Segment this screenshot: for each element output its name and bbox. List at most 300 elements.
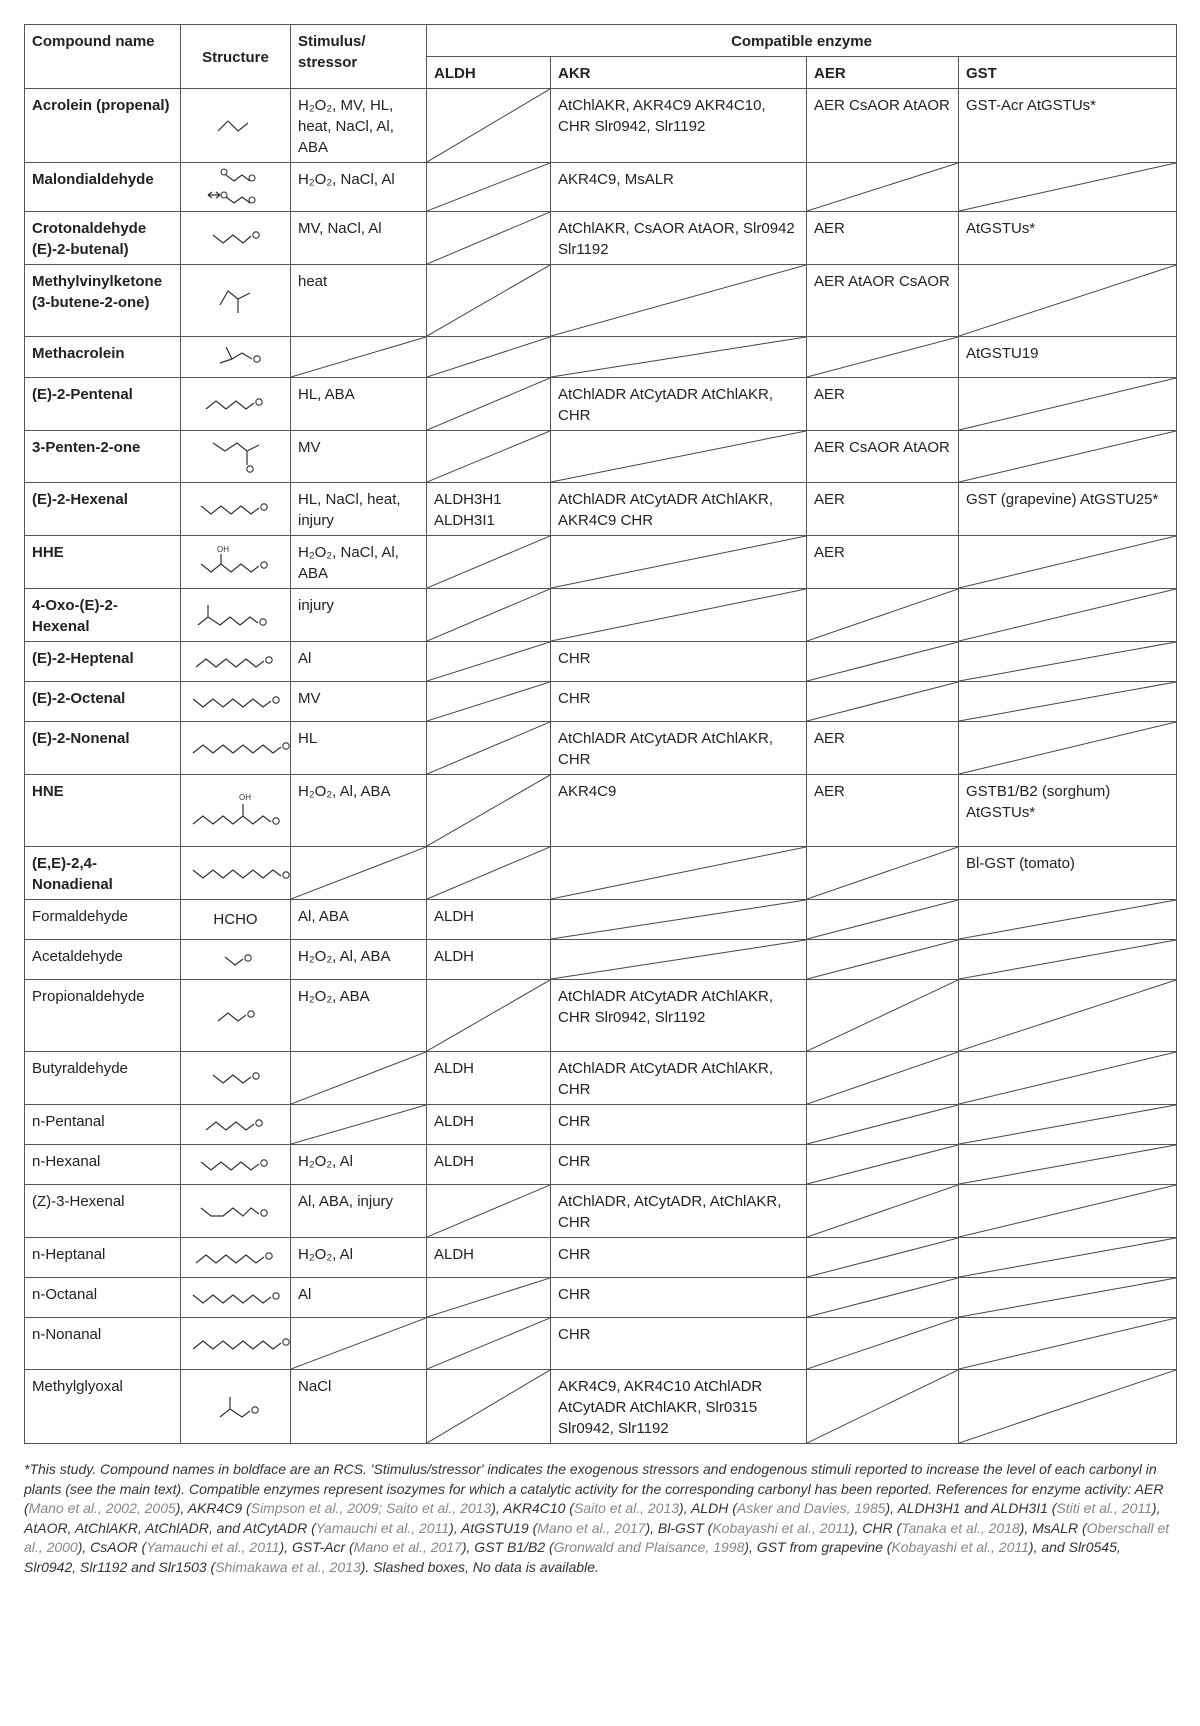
reference-citation: Simpson et al., 2009; Saito et al., 2013 xyxy=(250,1500,492,1516)
table-row xyxy=(25,536,1177,589)
no-data-slash xyxy=(959,722,1176,774)
structure-cell xyxy=(181,378,291,431)
gst-cell xyxy=(959,431,1177,483)
aldh-cell xyxy=(427,847,551,900)
table-row xyxy=(25,337,1177,378)
gst-cell xyxy=(959,1318,1177,1370)
no-data-slash xyxy=(291,1318,426,1369)
compound-name-cell: 3-Penten-2-one xyxy=(25,431,181,483)
carbonyl-enzyme-table xyxy=(24,24,1177,1444)
table-row xyxy=(25,1105,1177,1145)
akr-cell: CHR xyxy=(551,1318,807,1370)
table-row xyxy=(25,775,1177,847)
structure-diagram xyxy=(191,1196,281,1226)
structure-cell xyxy=(181,1238,291,1278)
stimulus-cell xyxy=(291,1318,427,1370)
table-row xyxy=(25,682,1177,722)
compound-name-cell: n-Hexanal xyxy=(25,1145,181,1185)
akr-cell: AKR4C9, AKR4C10 AtChlADR AtCytADR AtChlAKR, Slr0315 Slr0942, Slr1192 xyxy=(551,1370,807,1444)
structure-cell xyxy=(181,1185,291,1238)
stimulus-cell xyxy=(291,1105,427,1145)
col-header-aldh: ALDH xyxy=(427,57,551,89)
footnote-text: ), AtGSTU19 ( xyxy=(449,1519,538,1536)
reference-citation: Mano et al., 2017 xyxy=(353,1539,462,1555)
compound-name-cell: Acrolein (propenal) xyxy=(25,89,181,163)
stimulus-cell: H₂O₂, NaCl, Al, ABA xyxy=(291,536,427,589)
table-row xyxy=(25,1185,1177,1238)
reference-citation: Saito et al., 2013 xyxy=(573,1500,680,1516)
gst-cell: GSTB1/B2 (sorghum) AtGSTUs* xyxy=(959,775,1177,847)
no-data-slash xyxy=(427,536,550,588)
reference-citation: Kobayashi et al., 2011 xyxy=(712,1519,850,1536)
table-row xyxy=(25,89,1177,163)
no-data-slash xyxy=(427,163,550,211)
no-data-slash xyxy=(551,940,806,979)
compound-name-cell: (Z)-3-Hexenal xyxy=(25,1185,181,1238)
no-data-slash xyxy=(807,847,958,899)
aldh-cell xyxy=(427,775,551,847)
structure-diagram xyxy=(206,1387,266,1427)
aldh-cell xyxy=(427,163,551,212)
table-row xyxy=(25,940,1177,980)
akr-cell: AtChlADR AtCytADR AtChlAKR, CHR xyxy=(551,1052,807,1105)
no-data-slash xyxy=(291,337,426,377)
akr-cell xyxy=(551,900,807,940)
aldh-cell: ALDH xyxy=(427,1238,551,1278)
footnote-text: ). Slashed boxes, No data is available. xyxy=(360,1558,599,1575)
structure-cell xyxy=(181,642,291,682)
akr-cell: CHR xyxy=(551,1278,807,1318)
aldh-cell: ALDH xyxy=(427,1052,551,1105)
aer-cell xyxy=(807,589,959,642)
stimulus-cell: HL, NaCl, heat, injury xyxy=(291,483,427,536)
aer-cell: AER AtAOR CsAOR xyxy=(807,265,959,337)
compound-name-cell: HHE xyxy=(25,536,181,589)
aer-cell: AER xyxy=(807,722,959,775)
structure-cell xyxy=(181,980,291,1052)
no-data-slash xyxy=(959,1105,1176,1144)
compound-name-cell: n-Nonanal xyxy=(25,1318,181,1370)
no-data-slash xyxy=(427,1185,550,1237)
akr-cell xyxy=(551,265,807,337)
aer-cell xyxy=(807,1052,959,1105)
table-row xyxy=(25,265,1177,337)
gst-cell xyxy=(959,1145,1177,1185)
akr-cell: AtChlAKR, AKR4C9 AKR4C10, CHR Slr0942, Slr1192 xyxy=(551,89,807,163)
stimulus-cell: H₂O₂, MV, HL, heat, NaCl, Al, ABA xyxy=(291,89,427,163)
table-row xyxy=(25,1238,1177,1278)
aldh-cell xyxy=(427,1370,551,1444)
no-data-slash xyxy=(427,1370,550,1443)
no-data-slash xyxy=(427,722,550,774)
gst-cell xyxy=(959,1105,1177,1145)
structure-cell xyxy=(181,1278,291,1318)
gst-cell xyxy=(959,589,1177,642)
structure-diagram xyxy=(206,281,266,321)
gst-cell xyxy=(959,722,1177,775)
akr-cell: CHR xyxy=(551,1105,807,1145)
structure-diagram xyxy=(196,389,276,419)
footnote-text: *This study. Compound names in boldface are an RCS. 'Stimulus/stressor' indicates the exogenous stressors and endogenous stimuli reported to increase the level of each carbonyl in plants (see the main text). Compatible enzymes represent isozymes for which a catalytic activity for the corresponding carbonyl has been reported. References for enzyme activity: AER ( xyxy=(24,1461,1164,1516)
document xyxy=(24,24,1176,1577)
structure-cell xyxy=(181,682,291,722)
akr-cell: CHR xyxy=(551,1145,807,1185)
compound-name-cell: Methacrolein xyxy=(25,337,181,378)
aer-cell xyxy=(807,1145,959,1185)
no-data-slash xyxy=(427,642,550,681)
structure-diagram xyxy=(196,1110,276,1140)
stimulus-cell: H₂O₂, NaCl, Al xyxy=(291,163,427,212)
reference-citation: Mano et al., 2002, 2005 xyxy=(28,1500,176,1516)
aer-cell xyxy=(807,980,959,1052)
aldh-cell: ALDH3H1 ALDH3I1 xyxy=(427,483,551,536)
aldh-cell xyxy=(427,589,551,642)
akr-cell: AtChlAKR, CsAOR AtAOR, Slr0942 Slr1192 xyxy=(551,212,807,265)
compound-name-cell: n-Heptanal xyxy=(25,1238,181,1278)
aer-cell xyxy=(807,1238,959,1278)
aer-cell: AER xyxy=(807,212,959,265)
gst-cell: GST (grapevine) AtGSTU25* xyxy=(959,483,1177,536)
aer-cell xyxy=(807,337,959,378)
structure-cell xyxy=(181,337,291,378)
structure-diagram xyxy=(206,111,266,141)
aldh-cell xyxy=(427,378,551,431)
no-data-slash xyxy=(807,1052,958,1104)
no-data-slash xyxy=(959,163,1176,211)
akr-cell: AKR4C9, MsALR xyxy=(551,163,807,212)
akr-cell: AtChlADR AtCytADR AtChlAKR, CHR xyxy=(551,722,807,775)
no-data-slash xyxy=(427,89,550,162)
no-data-slash xyxy=(427,1318,550,1369)
structure-cell xyxy=(181,483,291,536)
no-data-slash xyxy=(959,378,1176,430)
table-row xyxy=(25,980,1177,1052)
structure-diagram xyxy=(183,687,291,717)
no-data-slash xyxy=(959,1370,1176,1443)
no-data-slash xyxy=(807,682,958,721)
structure-diagram xyxy=(183,1329,291,1359)
no-data-slash xyxy=(959,536,1176,588)
structure-cell xyxy=(181,163,291,212)
stimulus-cell: Al, ABA xyxy=(291,900,427,940)
no-data-slash xyxy=(551,536,806,588)
aldh-cell xyxy=(427,642,551,682)
structure-cell xyxy=(181,89,291,163)
aer-cell xyxy=(807,1370,959,1444)
stimulus-cell: MV, NaCl, Al xyxy=(291,212,427,265)
aldh-cell xyxy=(427,682,551,722)
structure-diagram xyxy=(206,1001,266,1031)
compound-name-cell: (E)-2-Nonenal xyxy=(25,722,181,775)
aer-cell xyxy=(807,642,959,682)
compound-name-cell: Propionaldehyde xyxy=(25,980,181,1052)
col-header-stimulus: Stimulus/ stressor xyxy=(291,25,427,89)
stimulus-cell: Al, ABA, injury xyxy=(291,1185,427,1238)
gst-cell: AtGSTU19 xyxy=(959,337,1177,378)
aer-cell xyxy=(807,847,959,900)
stimulus-cell: heat xyxy=(291,265,427,337)
structure-cell: HCHO xyxy=(181,900,291,940)
aldh-cell xyxy=(427,536,551,589)
compound-name-cell: Methylvinylketone (3-butene-2-one) xyxy=(25,265,181,337)
structure-diagram xyxy=(183,1283,291,1313)
table-body xyxy=(25,89,1177,1444)
compound-name-cell: (E)-2-Heptenal xyxy=(25,642,181,682)
table-row xyxy=(25,642,1177,682)
no-data-slash xyxy=(551,337,806,377)
compound-name-cell: n-Octanal xyxy=(25,1278,181,1318)
gst-cell xyxy=(959,1278,1177,1318)
structure-diagram xyxy=(191,542,281,582)
no-data-slash xyxy=(427,589,550,641)
gst-cell xyxy=(959,265,1177,337)
aldh-cell xyxy=(427,431,551,483)
gst-cell xyxy=(959,642,1177,682)
no-data-slash xyxy=(427,378,550,430)
akr-cell: CHR xyxy=(551,682,807,722)
no-data-slash xyxy=(551,431,806,482)
reference-citation: Oberschall et al., 2000 xyxy=(24,1519,1170,1555)
stimulus-cell: HL xyxy=(291,722,427,775)
structure-cell xyxy=(181,775,291,847)
compound-name-cell: Formaldehyde xyxy=(25,900,181,940)
stimulus-cell: MV xyxy=(291,682,427,722)
akr-cell: AtChlADR AtCytADR AtChlAKR, CHR Slr0942, Slr1192 xyxy=(551,980,807,1052)
no-data-slash xyxy=(807,1318,958,1369)
gst-cell xyxy=(959,900,1177,940)
reference-citation: Tanaka et al., 2018 xyxy=(901,1519,1020,1536)
akr-cell: CHR xyxy=(551,642,807,682)
no-data-slash xyxy=(427,775,550,846)
reference-citation: Asker and Davies, 1985 xyxy=(736,1500,886,1516)
aer-cell: AER xyxy=(807,775,959,847)
no-data-slash xyxy=(959,1278,1176,1317)
structure-cell xyxy=(181,847,291,900)
table-row xyxy=(25,722,1177,775)
stimulus-cell: injury xyxy=(291,589,427,642)
col-header-gst: GST xyxy=(959,57,1177,89)
no-data-slash xyxy=(959,940,1176,979)
aer-cell xyxy=(807,900,959,940)
table-row xyxy=(25,163,1177,212)
gst-cell xyxy=(959,682,1177,722)
table-row xyxy=(25,212,1177,265)
table-row xyxy=(25,1052,1177,1105)
structure-diagram xyxy=(201,1063,271,1093)
aldh-cell: ALDH xyxy=(427,900,551,940)
structure-diagram xyxy=(186,647,286,677)
footnote-text: ), GST-Acr ( xyxy=(279,1539,354,1555)
stimulus-cell: NaCl xyxy=(291,1370,427,1444)
akr-cell: AtChlADR AtCytADR AtChlAKR, AKR4C9 CHR xyxy=(551,483,807,536)
table-row xyxy=(25,1318,1177,1370)
aldh-cell xyxy=(427,1185,551,1238)
no-data-slash xyxy=(807,1185,958,1237)
gst-cell xyxy=(959,536,1177,589)
col-header-compatible-enzyme: Compatible enzyme xyxy=(427,25,1177,57)
akr-cell xyxy=(551,337,807,378)
aer-cell xyxy=(807,1185,959,1238)
akr-cell xyxy=(551,847,807,900)
no-data-slash xyxy=(807,163,958,211)
compound-name-cell: n-Pentanal xyxy=(25,1105,181,1145)
aer-cell xyxy=(807,1105,959,1145)
no-data-slash xyxy=(959,682,1176,721)
stimulus-cell: HL, ABA xyxy=(291,378,427,431)
compound-name-cell: Acetaldehyde xyxy=(25,940,181,980)
footnote-text: ), GST B1/B2 ( xyxy=(461,1539,554,1555)
structure-diagram xyxy=(191,494,281,524)
aldh-cell xyxy=(427,212,551,265)
gst-cell xyxy=(959,1370,1177,1444)
table-row xyxy=(25,431,1177,483)
footnote-text: ), Bl-GST ( xyxy=(645,1519,713,1536)
no-data-slash xyxy=(959,1318,1176,1369)
no-data-slash xyxy=(959,589,1176,641)
gst-cell: AtGSTUs* xyxy=(959,212,1177,265)
table-row xyxy=(25,1370,1177,1444)
structure-cell xyxy=(181,1318,291,1370)
no-data-slash xyxy=(551,900,806,939)
no-data-slash xyxy=(807,940,958,979)
col-header-akr: AKR xyxy=(551,57,807,89)
structure-diagram xyxy=(183,733,291,763)
aldh-cell: ALDH xyxy=(427,1105,551,1145)
structure-cell xyxy=(181,1145,291,1185)
compound-name-cell: (E,E)-2,4-Nonadienal xyxy=(25,847,181,900)
table-row xyxy=(25,847,1177,900)
structure-diagram xyxy=(196,165,276,209)
no-data-slash xyxy=(807,1278,958,1317)
structure-cell xyxy=(181,1052,291,1105)
aldh-cell xyxy=(427,1318,551,1370)
no-data-slash xyxy=(959,431,1176,482)
no-data-slash xyxy=(291,847,426,899)
no-data-slash xyxy=(427,1278,550,1317)
table-row xyxy=(25,483,1177,536)
structure-diagram xyxy=(186,1243,286,1273)
gst-cell xyxy=(959,940,1177,980)
compound-name-cell: (E)-2-Hexenal xyxy=(25,483,181,536)
stimulus-cell: H₂O₂, ABA xyxy=(291,980,427,1052)
table-row xyxy=(25,589,1177,642)
structure-diagram xyxy=(201,435,271,479)
no-data-slash xyxy=(959,642,1176,681)
footnote-text: ), CHR ( xyxy=(849,1519,902,1536)
no-data-slash xyxy=(959,980,1176,1051)
no-data-slash xyxy=(959,1185,1176,1237)
compound-name-cell: Crotonaldehyde (E)-2-butenal) xyxy=(25,212,181,265)
stimulus-cell xyxy=(291,847,427,900)
no-data-slash xyxy=(959,900,1176,939)
gst-cell xyxy=(959,1052,1177,1105)
akr-cell xyxy=(551,431,807,483)
col-header-compound: Compound name xyxy=(25,25,181,89)
footnote-text: ), AKR4C9 ( xyxy=(175,1500,251,1516)
compound-name-cell: Methylglyoxal xyxy=(25,1370,181,1444)
no-data-slash xyxy=(551,589,806,641)
aer-cell: AER xyxy=(807,378,959,431)
footnote-text: ), ALDH3H1 and ALDH3I1 ( xyxy=(885,1500,1057,1516)
table-row xyxy=(25,378,1177,431)
no-data-slash xyxy=(807,1145,958,1184)
compound-name-cell: (E)-2-Pentenal xyxy=(25,378,181,431)
structure-cell xyxy=(181,940,291,980)
header-row-1 xyxy=(25,25,1177,57)
footnote-text: ), MsALR ( xyxy=(1019,1519,1087,1536)
structure-diagram xyxy=(201,223,271,253)
gst-cell xyxy=(959,1238,1177,1278)
structure-cell xyxy=(181,1105,291,1145)
no-data-slash xyxy=(551,847,806,899)
akr-cell: AKR4C9 xyxy=(551,775,807,847)
svg-text:OH: OH xyxy=(216,545,229,554)
footnote-text: ), GST from grapevine ( xyxy=(744,1539,892,1555)
akr-cell: AtChlADR, AtCytADR, AtChlAKR, CHR xyxy=(551,1185,807,1238)
no-data-slash xyxy=(807,1238,958,1277)
reference-citation: Mano et al., 2017 xyxy=(537,1519,646,1536)
reference-citation: Gronwald and Plaisance, 1998 xyxy=(553,1539,745,1555)
compound-name-cell: Butyraldehyde xyxy=(25,1052,181,1105)
akr-cell: CHR xyxy=(551,1238,807,1278)
structure-cell xyxy=(181,722,291,775)
footnote-text: ), and Slr0545, Slr0942, Slr1192 and Slr1503 ( xyxy=(24,1539,1121,1575)
gst-cell xyxy=(959,1185,1177,1238)
compound-name-cell: Malondialdehyde xyxy=(25,163,181,212)
footnote-text: ), ALDH ( xyxy=(679,1500,737,1516)
structure-cell xyxy=(181,431,291,483)
stimulus-cell: Al xyxy=(291,642,427,682)
stimulus-cell xyxy=(291,1052,427,1105)
akr-cell xyxy=(551,589,807,642)
no-data-slash xyxy=(427,682,550,721)
aldh-cell xyxy=(427,980,551,1052)
footnote-text: ), AKR4C10 ( xyxy=(491,1500,574,1516)
structure-diagram xyxy=(211,945,261,975)
no-data-slash xyxy=(427,980,550,1051)
table-row xyxy=(25,1278,1177,1318)
aer-cell xyxy=(807,940,959,980)
no-data-slash xyxy=(427,337,550,377)
structure-cell xyxy=(181,536,291,589)
no-data-slash xyxy=(427,847,550,899)
reference-citation: Yamauchi et al., 2011 xyxy=(146,1539,280,1555)
structure-diagram xyxy=(183,858,291,888)
stimulus-cell: Al xyxy=(291,1278,427,1318)
aldh-cell xyxy=(427,722,551,775)
structure-diagram xyxy=(206,339,266,375)
gst-cell xyxy=(959,980,1177,1052)
aldh-cell: ALDH xyxy=(427,1145,551,1185)
aer-cell xyxy=(807,163,959,212)
col-header-aer: AER xyxy=(807,57,959,89)
no-data-slash xyxy=(959,1238,1176,1277)
no-data-slash xyxy=(807,642,958,681)
aldh-cell xyxy=(427,337,551,378)
structure-diagram xyxy=(186,595,286,635)
reference-citation: Kobayashi et al., 2011 xyxy=(891,1539,1029,1555)
no-data-slash xyxy=(427,431,550,482)
gst-cell: GST-Acr AtGSTUs* xyxy=(959,89,1177,163)
no-data-slash xyxy=(551,265,806,336)
svg-text:OH: OH xyxy=(239,792,251,802)
aldh-cell xyxy=(427,1278,551,1318)
no-data-slash xyxy=(959,265,1176,336)
aldh-cell: ALDH xyxy=(427,940,551,980)
no-data-slash xyxy=(807,337,958,377)
table-row xyxy=(25,900,1177,940)
structure-cell xyxy=(181,589,291,642)
